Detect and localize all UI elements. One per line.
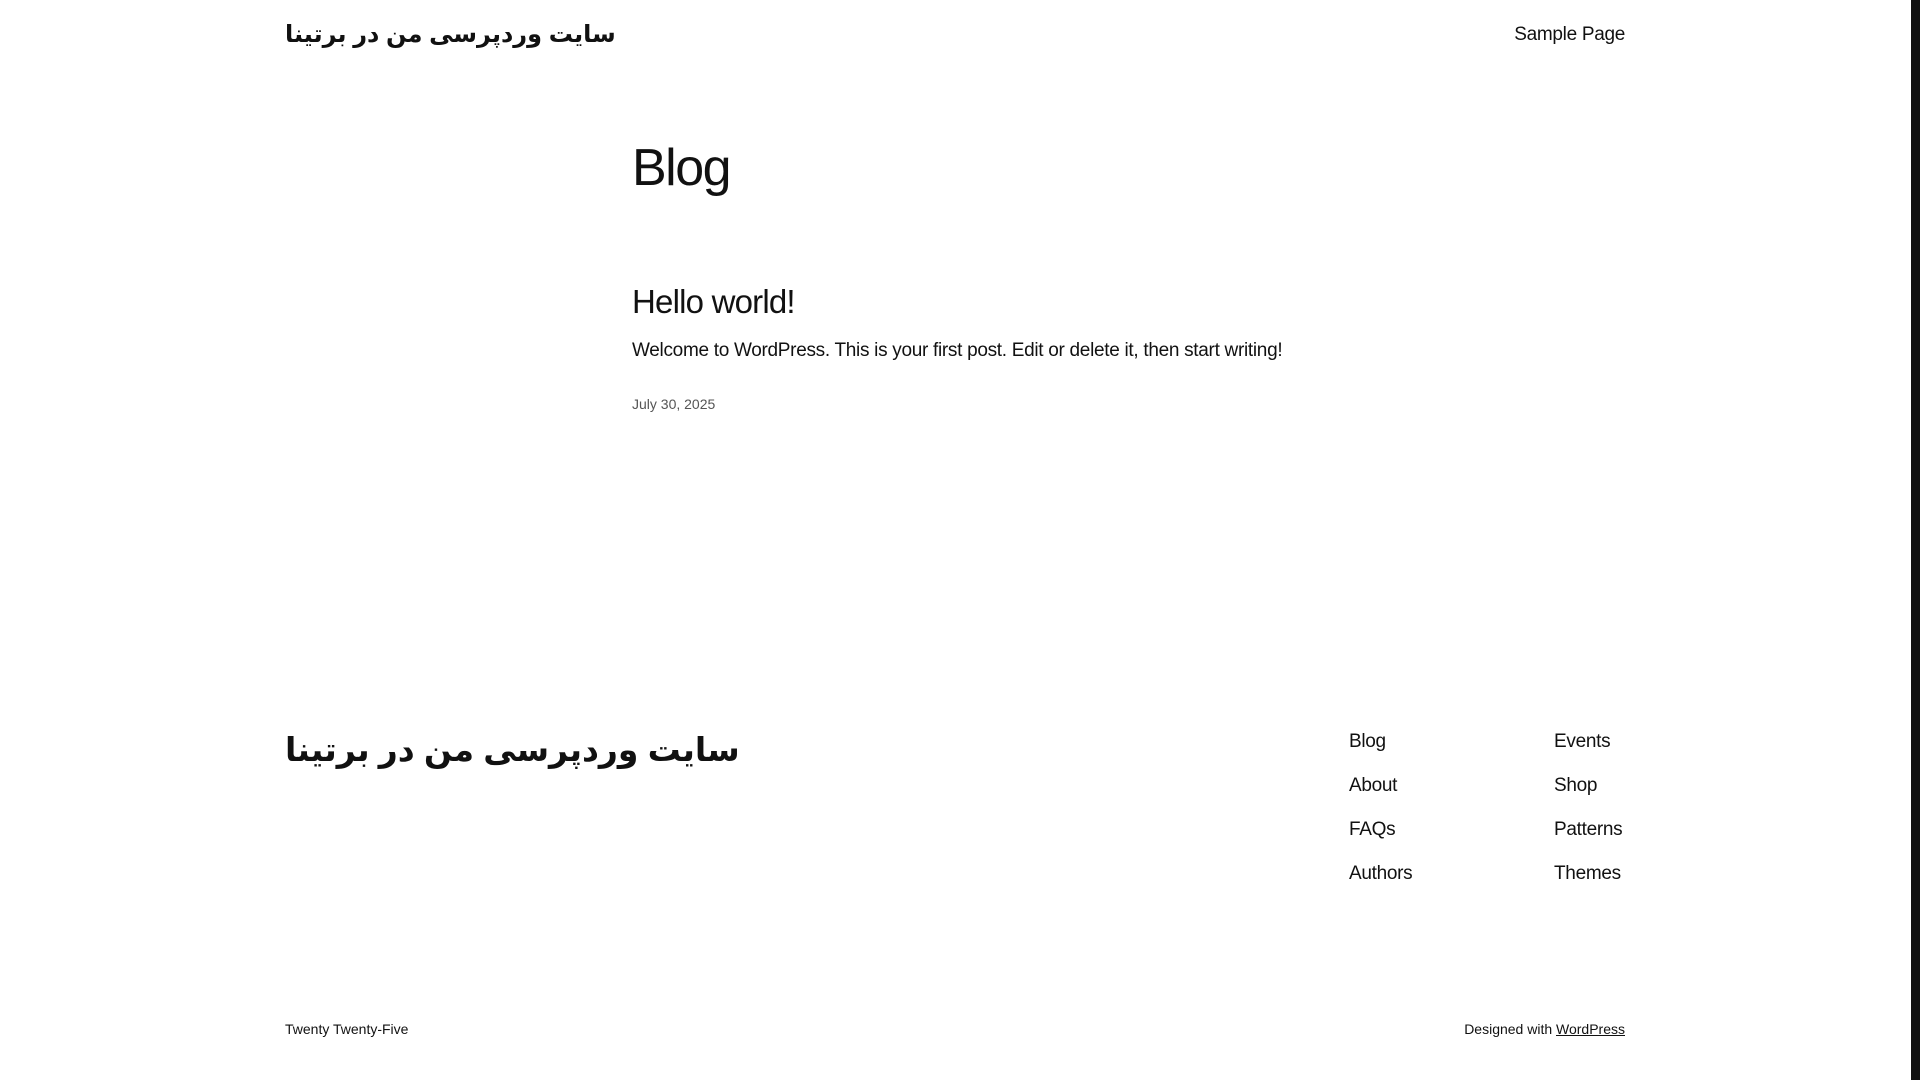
- footer-link-authors[interactable]: Authors: [1349, 863, 1413, 884]
- nav-link-sample-page[interactable]: Sample Page: [1514, 24, 1625, 45]
- footer-theme-name: Twenty Twenty-Five: [285, 1021, 409, 1037]
- footer-site-title[interactable]: سایت وردپرسی من در برتینا: [285, 731, 740, 768]
- footer-link-blog[interactable]: Blog: [1349, 731, 1386, 752]
- site-title[interactable]: سایت وردپرسی من در برتینا: [285, 21, 616, 48]
- footer-credits: [1464, 1020, 1625, 1038]
- footer-link-patterns[interactable]: Patterns: [1554, 819, 1623, 840]
- post-date: July 30, 2025: [632, 396, 716, 412]
- footer-link-about[interactable]: About: [1349, 775, 1398, 796]
- footer-nav-secondary: [1554, 730, 1622, 906]
- page-title: Blog: [632, 139, 731, 197]
- footer-link-faqs[interactable]: FAQs: [1349, 819, 1396, 840]
- footer-link-themes[interactable]: Themes: [1554, 863, 1621, 884]
- wordpress-link[interactable]: WordPress: [1556, 1021, 1625, 1037]
- post-title-link[interactable]: Hello world!: [632, 283, 795, 320]
- footer-link-events[interactable]: Events: [1554, 731, 1611, 752]
- post-excerpt: Welcome to WordPress. This is your first post. Edit or delete it, then start writing!: [632, 340, 1283, 361]
- footer-link-shop[interactable]: Shop: [1554, 775, 1598, 796]
- designed-with-text: Designed with: [1464, 1021, 1553, 1037]
- scrollbar[interactable]: [1911, 0, 1920, 1080]
- footer-nav-primary: [1349, 730, 1412, 906]
